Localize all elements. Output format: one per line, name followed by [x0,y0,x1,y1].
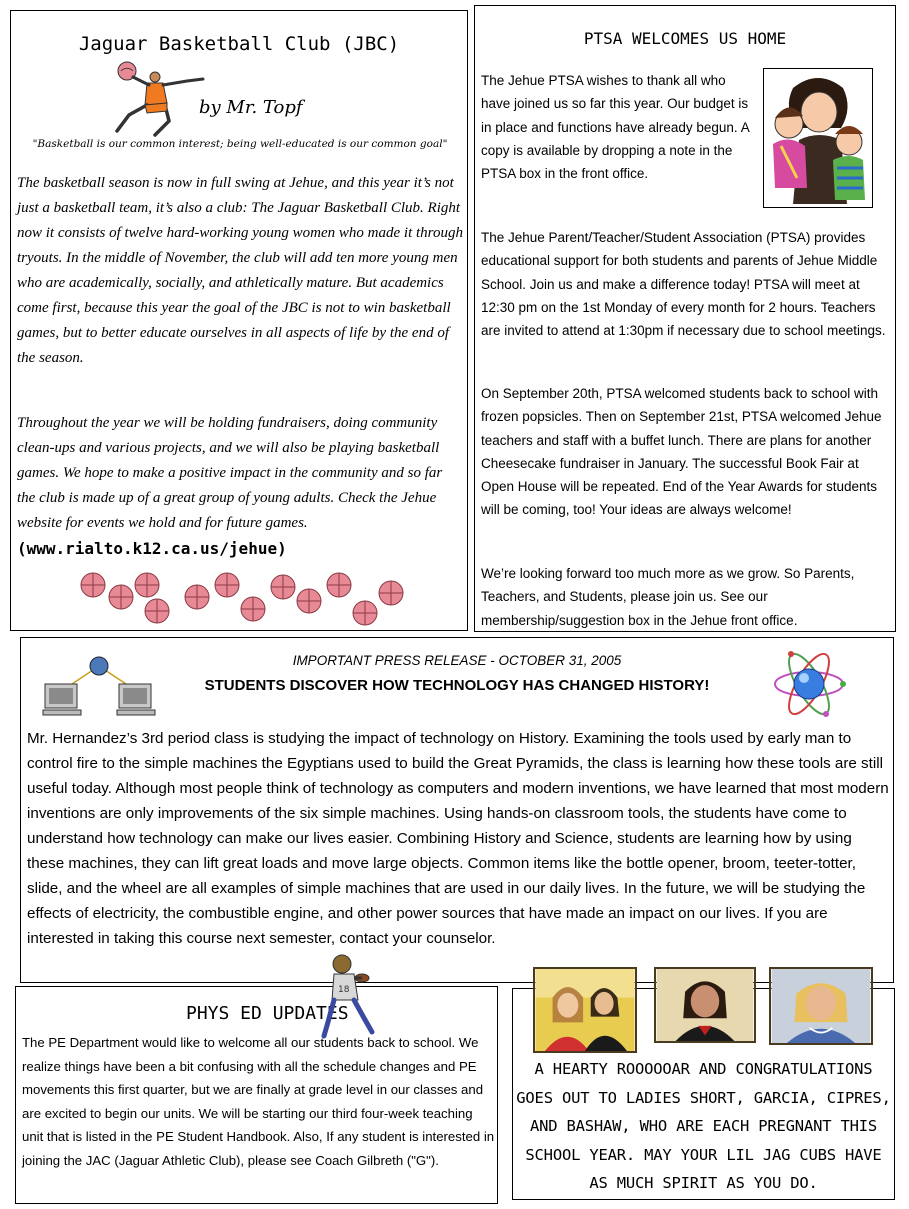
ptsa-paragraph-2: The Jehue Parent/Teacher/Student Association (PTSA) provides educational support for both students and parents of Jehue Middle School. Join us and make a difference today! PTSA will meet at 12:30 pm on the 1st Monday of every month for 2 hours. Teachers are invited to attend at 1:30pm if necessary due to school meetings. [481,230,886,339]
basketball-icon [327,573,351,597]
press-body: Mr. Hernandez’s 3rd period class is studying the impact of technology on History. Examining the tools used by early man to control fire to the simple machines the Egyptians used to build the Great Pyramids, the class is learning how these tools are still useful today. Although most people think of technology as computers and modern inventions, we have learned that most modern inventions are only improvements of the six simple machines. Using hands-on classroom tools, the students have come to understand how technology can make our lives easier. Combining History and Science, students are learning how by using these machines, they can lift great loads and move large objects. Common items like the bottle opener, broom, teeter-totter, slide, and the wheel are all examples of simple machines that are used in our daily lives. In the future, we will be studying the effects of electricity, the combustible engine, and other power sources that have made an impact on our lives. If you are interested in taking this course next semester, contact your counselor. [27,730,889,947]
basketball-icon [353,601,377,625]
basketball-icon [185,585,209,609]
basketball-icon [241,597,265,621]
basketball-player-icon [107,59,211,139]
phys-ed-article [15,986,498,1204]
ptsa-article [474,5,896,632]
basketball-icon [135,573,159,597]
photo-bashaw [769,967,873,1045]
family-clipart-icon [763,68,873,208]
phys-ed-title: PHYS ED UPDATES [186,1003,349,1024]
ptsa-paragraph-3: On September 20th, PTSA welcomed students back to school with frozen popsicles. Then on September 21st, PTSA welcomed Jehue teachers and staff with a buffet lunch. There are plans for another Cheesecake fundraiser in January. The successful Book Fair at Open House will be repeated. End of the Year Awards for students will be coming, too! Your ideas are always welcome! [481,386,882,518]
basketball-icon [145,599,169,623]
press-kicker: IMPORTANT PRESS RELEASE - OCTOBER 31, 2005 [292,653,622,668]
basketball-icon [379,581,403,605]
ptsa-paragraph-1: The Jehue PTSA wishes to thank all who have joined us so far this year. Our budget is in place and functions have already begun. A copy is available by dropping a note in the PTSA box in the front office. [481,73,749,182]
ptsa-paragraph-4: We’re looking forward too much more as we grow. So Parents, Teachers, and Students, please join us. See our membership/suggestion box in the Jehue front office. [481,566,855,628]
basketball-icon [271,575,295,599]
jbc-website-link[interactable]: (www.rialto.k12.ca.us/jehue) [17,539,287,558]
photo-cipres [654,967,756,1043]
svg-text:18: 18 [338,985,350,995]
press-release-article [20,637,894,983]
jbc-quote: "Basketball is our common interest; being well-educated is our common goal" [32,138,448,150]
ptsa-title: PTSA WELCOMES US HOME [583,29,787,48]
phys-ed-body: The PE Department would like to welcome all our students back to school. We realize things have been a bit confusing with all the schedule changes and PE movements this first quarter, but we are finally at grade level in our classes and are excited to begin our units. We will be starting our third four-week teaching unit that is listed in the PE Student Handbook. Also, If any student is interested in joining the JAC (Jaguar Athletic Club), please see Coach Gilbreth ("G"). [22,1035,495,1168]
basketball-icon [215,573,239,597]
jbc-article [10,10,468,631]
photo-short-garcia [533,967,637,1053]
football-player-icon [318,952,380,1040]
basketball-icon [81,573,105,597]
jbc-paragraph-2-text: Throughout the year we will be holding fundraisers, doing community clean-ups and various projects, and we will also be playing basketball games. We hope to make a positive impact in the community and so far the club is made up of a great group of young adults. Check the Jehue website for events we hold and for future games. [17,415,443,531]
basketball-icon [109,585,133,609]
basketball-row [77,571,407,627]
jbc-title: Jaguar Basketball Club (JBC) [78,33,400,55]
press-headline: STUDENTS DISCOVER HOW TECHNOLOGY HAS CHANGED HISTORY! [204,677,710,694]
congrats-text: A HEARTY ROOOOOAR AND CONGRATULATIONS GOES OUT TO LADIES SHORT, GARCIA, CIPRES, AND BASHAW, WHO ARE EACH PREGNANT THIS SCHOOL YEAR. MAY YOUR LIL JAG CUBS HAVE AS MUCH SPIRIT AS YOU DO. [516,1060,891,1192]
congrats-article [512,988,895,1200]
jbc-byline: by Mr. Topf [199,97,303,118]
basketball-icon [297,589,321,613]
jbc-paragraph-1: The basketball season is now in full swing at Jehue, and this year it’s not just a basketball team, it’s also a club: The Jaguar Basketball Club. Right now it consists of twelve hard-working young women who made it through tryouts. In the middle of November, the club will add ten more young men who are academically, socially, and athletically mature. But academics come first, because this year the goal of the JBC is not to win basketball games, but to better educate ourselves in all aspects of life by the end of the season. [17,175,463,366]
jbc-paragraph-2 [17,411,463,563]
atom-icon [771,646,847,722]
